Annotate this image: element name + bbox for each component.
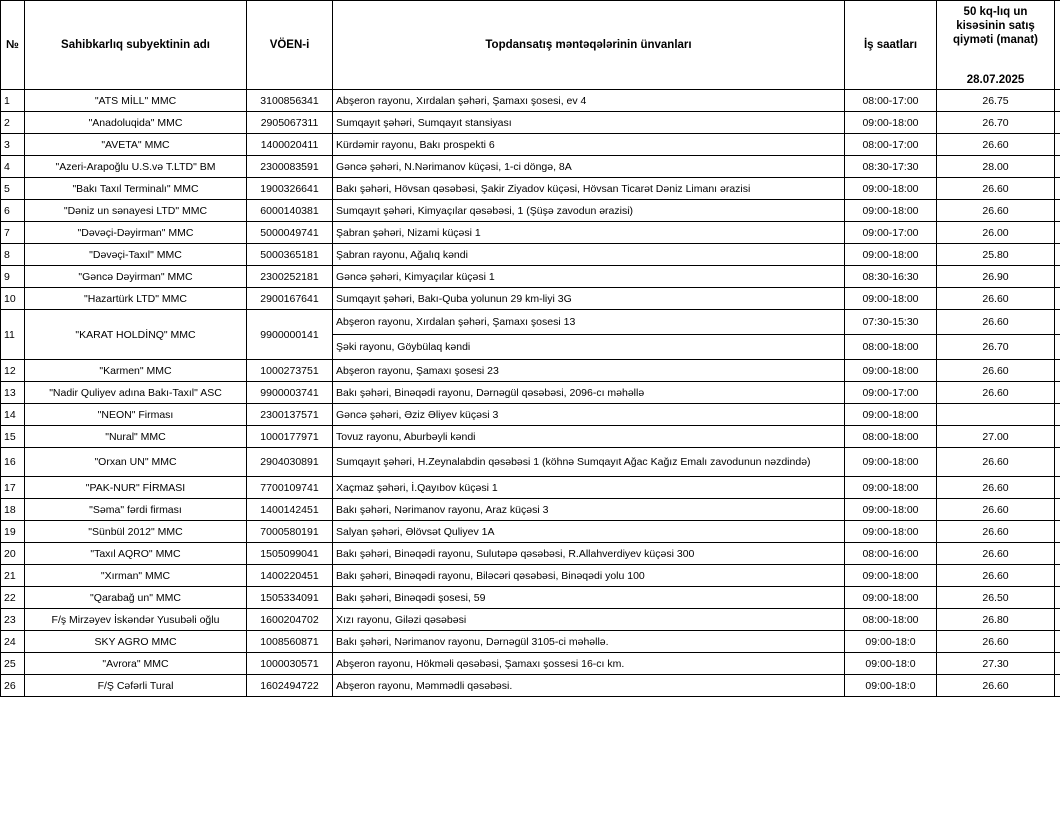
working-hours: 09:00-17:00 bbox=[845, 382, 937, 404]
extra-cell bbox=[1055, 310, 1060, 335]
branch-address: Sumqayıt şəhəri, H.Zeynalabdin qəsəbəsi 1 (köhnə Sumqayıt Ağac Kağız Emalı zavodunun nəzdində) bbox=[333, 448, 845, 477]
voen-number: 1400220451 bbox=[247, 565, 333, 587]
entity-name: "Taxıl AQRO" MMC bbox=[25, 543, 247, 565]
table-row bbox=[1, 477, 1060, 499]
extra-cell bbox=[1055, 156, 1060, 178]
working-hours: 08:00-17:00 bbox=[845, 90, 937, 112]
table-row bbox=[1, 112, 1060, 134]
extra-cell bbox=[1055, 609, 1060, 631]
row-number: 8 bbox=[1, 244, 25, 266]
entity-name: "Qarabağ un" MMC bbox=[25, 587, 247, 609]
working-hours: 09:00-18:00 bbox=[845, 499, 937, 521]
extra-cell bbox=[1055, 200, 1060, 222]
header-name: Sahibkarlıq subyektinin adı bbox=[25, 1, 247, 90]
table-row bbox=[1, 499, 1060, 521]
extra-cell bbox=[1055, 565, 1060, 587]
voen-number: 1000030571 bbox=[247, 653, 333, 675]
entity-name: F/Ş Cəfərli Tural bbox=[25, 675, 247, 697]
extra-cell bbox=[1055, 178, 1060, 200]
branch-address: Abşeron rayonu, Xırdalan şəhəri, Şamaxı şosesi 13 bbox=[333, 310, 845, 335]
header-no: № bbox=[1, 1, 25, 90]
branch-address: Bakı şəhəri, Hövsan qəsəbəsi, Şakir Ziyadov küçəsi, Hövsan Ticarət Dəniz Limanı ərazisi bbox=[333, 178, 845, 200]
branch-address: Bakı şəhəri, Nərimanov rayonu, Araz küçəsi 3 bbox=[333, 499, 845, 521]
entity-name: "Karmen" MMC bbox=[25, 360, 247, 382]
branch-address: Şəki rayonu, Göybülaq kəndi bbox=[333, 335, 845, 360]
voen-number: 1008560871 bbox=[247, 631, 333, 653]
table-row bbox=[1, 609, 1060, 631]
extra-cell bbox=[1055, 134, 1060, 156]
table-row bbox=[1, 521, 1060, 543]
entity-name: "KARAT HOLDİNQ" MMC bbox=[25, 310, 247, 360]
sale-price: 26.60 bbox=[937, 448, 1055, 477]
voen-number: 1400020411 bbox=[247, 134, 333, 156]
branch-address: Abşeron rayonu, Xırdalan şəhəri, Şamaxı şosesi, ev 4 bbox=[333, 90, 845, 112]
voen-number: 2300252181 bbox=[247, 266, 333, 288]
entity-name: "Xırman" MMC bbox=[25, 565, 247, 587]
sale-price: 26.60 bbox=[937, 310, 1055, 335]
row-number: 9 bbox=[1, 266, 25, 288]
extra-cell bbox=[1055, 90, 1060, 112]
row-number: 24 bbox=[1, 631, 25, 653]
sale-price: 26.60 bbox=[937, 499, 1055, 521]
row-number: 22 bbox=[1, 587, 25, 609]
sale-price: 26.00 bbox=[937, 222, 1055, 244]
working-hours: 09:00-18:00 bbox=[845, 288, 937, 310]
row-number: 21 bbox=[1, 565, 25, 587]
voen-number: 7000580191 bbox=[247, 521, 333, 543]
row-number: 2 bbox=[1, 112, 25, 134]
row-number: 26 bbox=[1, 675, 25, 697]
row-number: 7 bbox=[1, 222, 25, 244]
branch-address: Abşeron rayonu, Məmmədli qəsəbəsi. bbox=[333, 675, 845, 697]
row-number: 15 bbox=[1, 426, 25, 448]
sale-price: 26.60 bbox=[937, 477, 1055, 499]
voen-number: 1000273751 bbox=[247, 360, 333, 382]
sale-price: 26.75 bbox=[937, 90, 1055, 112]
extra-cell bbox=[1055, 222, 1060, 244]
extra-cell bbox=[1055, 631, 1060, 653]
sale-price: 26.60 bbox=[937, 288, 1055, 310]
row-number: 18 bbox=[1, 499, 25, 521]
entity-name: "Anadoluqida" MMC bbox=[25, 112, 247, 134]
voen-number: 1900326641 bbox=[247, 178, 333, 200]
entity-name: "Dəniz un sənayesi LTD" MMC bbox=[25, 200, 247, 222]
entity-name: "Orxan UN" MMC bbox=[25, 448, 247, 477]
sale-price bbox=[937, 404, 1055, 426]
working-hours: 08:00-18:00 bbox=[845, 426, 937, 448]
entity-name: F/ş Mirzəyev İskəndər Yusubəli oğlu bbox=[25, 609, 247, 631]
header-address: Topdansatış məntəqələrinin ünvanları bbox=[333, 1, 845, 90]
row-number: 11 bbox=[1, 310, 25, 360]
branch-address: Sumqayıt şəhəri, Bakı-Quba yolunun 29 km-liyi 3G bbox=[333, 288, 845, 310]
table-row bbox=[1, 266, 1060, 288]
working-hours: 07:30-15:30 bbox=[845, 310, 937, 335]
row-number: 12 bbox=[1, 360, 25, 382]
table-row bbox=[1, 90, 1060, 112]
row-number: 6 bbox=[1, 200, 25, 222]
row-number: 19 bbox=[1, 521, 25, 543]
row-number: 25 bbox=[1, 653, 25, 675]
working-hours: 09:00-18:00 bbox=[845, 178, 937, 200]
sale-price: 26.60 bbox=[937, 565, 1055, 587]
sale-price: 28.00 bbox=[937, 156, 1055, 178]
table-row bbox=[1, 565, 1060, 587]
working-hours: 09:00-18:00 bbox=[845, 404, 937, 426]
sale-price: 26.60 bbox=[937, 543, 1055, 565]
branch-address: Abşeron rayonu, Şamaxı şosesi 23 bbox=[333, 360, 845, 382]
table-row bbox=[1, 404, 1060, 426]
sale-price: 26.60 bbox=[937, 360, 1055, 382]
entity-name: "Hazartürk LTD" MMC bbox=[25, 288, 247, 310]
extra-cell bbox=[1055, 266, 1060, 288]
entity-name: "Gəncə Dəyirman" MMC bbox=[25, 266, 247, 288]
working-hours: 09:00-18:00 bbox=[845, 200, 937, 222]
voen-number: 9900000141 bbox=[247, 310, 333, 360]
branch-address: Şabran rayonu, Ağalıq kəndi bbox=[333, 244, 845, 266]
extra-cell bbox=[1055, 448, 1060, 477]
extra-cell bbox=[1055, 360, 1060, 382]
entity-name: "Bakı Taxıl Terminalı" MMC bbox=[25, 178, 247, 200]
branch-address: Xızı rayonu, Giləzi qəsəbəsi bbox=[333, 609, 845, 631]
working-hours: 09:00-18:00 bbox=[845, 587, 937, 609]
entity-name: "Dəvəçi-Dəyirman" MMC bbox=[25, 222, 247, 244]
voen-number: 1602494722 bbox=[247, 675, 333, 697]
voen-number: 5000365181 bbox=[247, 244, 333, 266]
branch-address: Gəncə şəhəri, Kimyaçılar küçəsi 1 bbox=[333, 266, 845, 288]
sale-price: 26.60 bbox=[937, 200, 1055, 222]
working-hours: 09:00-18:0 bbox=[845, 653, 937, 675]
row-number: 3 bbox=[1, 134, 25, 156]
entity-name: "Azeri-Arapoğlu U.S.və T.LTD" BM bbox=[25, 156, 247, 178]
row-number: 14 bbox=[1, 404, 25, 426]
table-row bbox=[1, 178, 1060, 200]
header-voen: VÖEN-i bbox=[247, 1, 333, 90]
entity-name: "Sünbül 2012" MMC bbox=[25, 521, 247, 543]
working-hours: 08:30-16:30 bbox=[845, 266, 937, 288]
extra-cell bbox=[1055, 499, 1060, 521]
sale-price: 26.60 bbox=[937, 178, 1055, 200]
working-hours: 09:00-17:00 bbox=[845, 222, 937, 244]
sale-price: 27.30 bbox=[937, 653, 1055, 675]
row-number: 10 bbox=[1, 288, 25, 310]
table-row bbox=[1, 222, 1060, 244]
branch-address: Kürdəmir rayonu, Bakı prospekti 6 bbox=[333, 134, 845, 156]
entity-name: "Səma" fərdi firması bbox=[25, 499, 247, 521]
header-hours: İş saatları bbox=[845, 1, 937, 90]
row-number: 5 bbox=[1, 178, 25, 200]
voen-number: 2904030891 bbox=[247, 448, 333, 477]
entity-name: SKY AGRO MMC bbox=[25, 631, 247, 653]
voen-number: 3100856341 bbox=[247, 90, 333, 112]
sale-price: 26.50 bbox=[937, 587, 1055, 609]
sale-price: 26.70 bbox=[937, 335, 1055, 360]
voen-number: 1505099041 bbox=[247, 543, 333, 565]
sale-price: 25.80 bbox=[937, 244, 1055, 266]
extra-cell bbox=[1055, 653, 1060, 675]
branch-address: Sumqayıt şəhəri, Kimyaçılar qəsəbəsi, 1 (Şüşə zavodun ərazisi) bbox=[333, 200, 845, 222]
extra-cell bbox=[1055, 477, 1060, 499]
table-row bbox=[1, 653, 1060, 675]
sale-price: 26.70 bbox=[937, 112, 1055, 134]
entity-name: "PAK-NUR" FİRMASI bbox=[25, 477, 247, 499]
working-hours: 09:00-18:00 bbox=[845, 521, 937, 543]
extra-cell bbox=[1055, 587, 1060, 609]
table-row bbox=[1, 587, 1060, 609]
voen-number: 5000049741 bbox=[247, 222, 333, 244]
extra-cell bbox=[1055, 335, 1060, 360]
sale-price: 26.60 bbox=[937, 382, 1055, 404]
voen-number: 2900167641 bbox=[247, 288, 333, 310]
extra-cell bbox=[1055, 426, 1060, 448]
sale-price: 26.90 bbox=[937, 266, 1055, 288]
entity-name: "ATS MİLL" MMC bbox=[25, 90, 247, 112]
table-row bbox=[1, 543, 1060, 565]
header-row bbox=[1, 1, 1060, 90]
row-number: 23 bbox=[1, 609, 25, 631]
branch-address: Sumqayıt şəhəri, Sumqayıt stansiyası bbox=[333, 112, 845, 134]
branch-address: Bakı şəhəri, Nərimanov rayonu, Dərnəgül 3105-ci məhəllə. bbox=[333, 631, 845, 653]
branch-address: Bakı şəhəri, Binəqədi rayonu, Biləcəri qəsəbəsi, Binəqədi yolu 100 bbox=[333, 565, 845, 587]
voen-number: 1000177971 bbox=[247, 426, 333, 448]
branch-address: Tovuz rayonu, Aburbəyli kəndi bbox=[333, 426, 845, 448]
branch-address: Bakı şəhəri, Binəqədi rayonu, Dərnəgül qəsəbəsi, 2096-cı məhəllə bbox=[333, 382, 845, 404]
working-hours: 09:00-18:00 bbox=[845, 244, 937, 266]
table-row bbox=[1, 200, 1060, 222]
entity-name: "Nadir Quliyev adına Bakı-Taxıl" ASC bbox=[25, 382, 247, 404]
table-row bbox=[1, 448, 1060, 477]
working-hours: 09:00-18:00 bbox=[845, 565, 937, 587]
row-number: 1 bbox=[1, 90, 25, 112]
entity-name: "Dəvəçi-Taxıl" MMC bbox=[25, 244, 247, 266]
working-hours: 09:00-18:00 bbox=[845, 112, 937, 134]
table-row bbox=[1, 426, 1060, 448]
voen-number: 2905067311 bbox=[247, 112, 333, 134]
row-number: 16 bbox=[1, 448, 25, 477]
working-hours: 09:00-18:00 bbox=[845, 477, 937, 499]
working-hours: 08:30-17:30 bbox=[845, 156, 937, 178]
working-hours: 08:00-18:00 bbox=[845, 335, 937, 360]
branch-address: Gəncə şəhəri, N.Nərimanov küçəsi, 1-ci döngə, 8A bbox=[333, 156, 845, 178]
working-hours: 08:00-16:00 bbox=[845, 543, 937, 565]
working-hours: 09:00-18:00 bbox=[845, 448, 937, 477]
row-number: 4 bbox=[1, 156, 25, 178]
header-price bbox=[937, 1, 1055, 90]
working-hours: 09:00-18:00 bbox=[845, 360, 937, 382]
branch-address: Xaçmaz şəhəri, İ.Qayıbov küçəsi 1 bbox=[333, 477, 845, 499]
extra-cell bbox=[1055, 675, 1060, 697]
extra-cell bbox=[1055, 543, 1060, 565]
table-body bbox=[1, 90, 1060, 697]
branch-address: Salyan şəhəri, Əlövsət Quliyev 1A bbox=[333, 521, 845, 543]
branch-address: Gəncə şəhəri, Əziz Əliyev küçəsi 3 bbox=[333, 404, 845, 426]
table-row bbox=[1, 156, 1060, 178]
table-row bbox=[1, 675, 1060, 697]
extra-cell bbox=[1055, 244, 1060, 266]
working-hours: 08:00-18:00 bbox=[845, 609, 937, 631]
entity-name: "NEON" Firması bbox=[25, 404, 247, 426]
branch-address: Bakı şəhəri, Binəqədi şosesi, 59 bbox=[333, 587, 845, 609]
sale-price: 26.80 bbox=[937, 609, 1055, 631]
extra-cell bbox=[1055, 288, 1060, 310]
table-row bbox=[1, 244, 1060, 266]
entity-name: "Nural" MMC bbox=[25, 426, 247, 448]
table-row bbox=[1, 288, 1060, 310]
voen-number: 2300083591 bbox=[247, 156, 333, 178]
extra-cell bbox=[1055, 112, 1060, 134]
row-number: 17 bbox=[1, 477, 25, 499]
sale-price: 26.60 bbox=[937, 675, 1055, 697]
voen-number: 6000140381 bbox=[247, 200, 333, 222]
working-hours: 08:00-17:00 bbox=[845, 134, 937, 156]
voen-number: 1600204702 bbox=[247, 609, 333, 631]
table-row bbox=[1, 631, 1060, 653]
entity-name: "AVETA" MMC bbox=[25, 134, 247, 156]
voen-number: 7700109741 bbox=[247, 477, 333, 499]
sale-price: 27.00 bbox=[937, 426, 1055, 448]
table-row bbox=[1, 382, 1060, 404]
row-number: 13 bbox=[1, 382, 25, 404]
working-hours: 09:00-18:0 bbox=[845, 675, 937, 697]
extra-cell bbox=[1055, 404, 1060, 426]
table-row bbox=[1, 360, 1060, 382]
working-hours: 09:00-18:0 bbox=[845, 631, 937, 653]
header-extra bbox=[1055, 1, 1060, 90]
branch-address: Şabran şəhəri, Nizami küçəsi 1 bbox=[333, 222, 845, 244]
voen-number: 1400142451 bbox=[247, 499, 333, 521]
branch-address: Abşeron rayonu, Hökməli qəsəbəsi, Şamaxı şossesi 16-cı km. bbox=[333, 653, 845, 675]
table-row bbox=[1, 310, 1060, 335]
voen-number: 2300137571 bbox=[247, 404, 333, 426]
voen-number: 9900003741 bbox=[247, 382, 333, 404]
row-number: 20 bbox=[1, 543, 25, 565]
sale-price: 26.60 bbox=[937, 631, 1055, 653]
sale-price: 26.60 bbox=[937, 521, 1055, 543]
branch-address: Bakı şəhəri, Binəqədi rayonu, Sulutəpə qəsəbəsi, R.Allahverdiyev küçəsi 300 bbox=[333, 543, 845, 565]
table-row bbox=[1, 134, 1060, 156]
sale-price: 26.60 bbox=[937, 134, 1055, 156]
entity-name: "Avrora" MMC bbox=[25, 653, 247, 675]
extra-cell bbox=[1055, 382, 1060, 404]
header-price-title: 50 kq-lıq un kisəsinin satış qiyməti (manat) bbox=[953, 6, 1038, 46]
voen-number: 1505334091 bbox=[247, 587, 333, 609]
extra-cell bbox=[1055, 521, 1060, 543]
header-price-date: 28.07.2025 bbox=[966, 74, 1025, 86]
